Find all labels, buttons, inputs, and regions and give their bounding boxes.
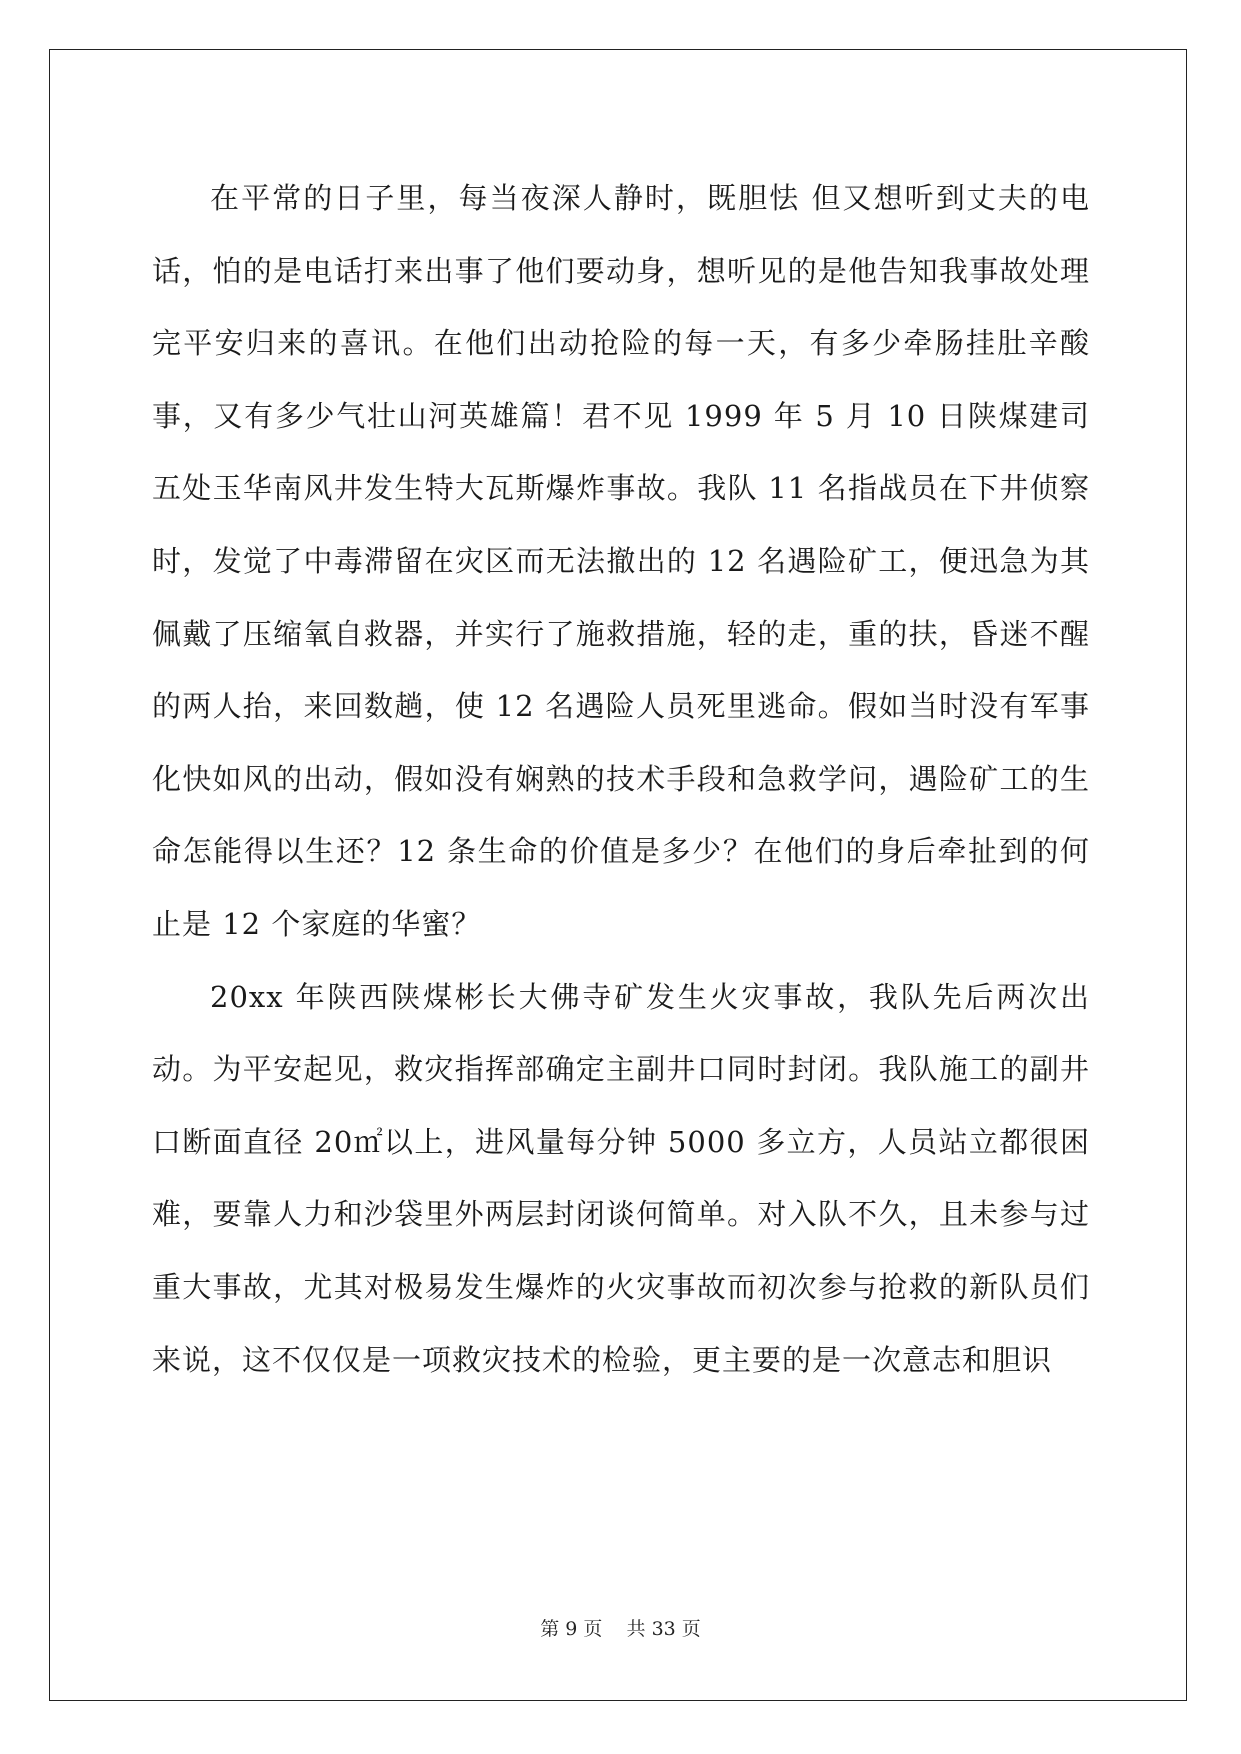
page-total: 共 33 页 [626,1618,701,1640]
page-number: 第 9 页 [540,1618,603,1640]
document-body [152,162,1090,1396]
page-footer [0,1614,1241,1641]
paragraph-2: 20xx 年陕西陕煤彬长大佛寺矿发生火灾事故，我队先后两次出动。为平安起见，救灾指挥部确定主副井口同时封闭。我队施工的副井口断面直径 20㎡以上，进风量每分钟 5000 多立方，人员站立都很困难，要靠人力和沙袋里外两层封闭谈何简单。对入队不久，且未参与过重大事故，尤其对极易发生爆炸的火灾事故而初次参与抢救的新队员们来说，这不仅仅是一项救灾技术的检验，更主要的是一次意志和胆识 [152,979,1090,1377]
paragraph-1: 在平常的日子里，每当夜深人静时，既胆怯 但又想听到丈夫的电话，怕的是电话打来出事了他们要动身，想听见的是他告知我事故处理完平安归来的喜讯。在他们出动抢险的每一天，有多少牵肠挂肚辛酸事，又有多少气壮山河英雄篇！君不见 1999 年 5 月 10 日陕煤建司五处玉华南风井发生特大瓦斯爆炸事故。我队 11 名指战员在下井侦察时，发觉了中毒滞留在灾区而无法撤出的 12 名遇险矿工，便迅急为其佩戴了压缩氧自救器，并实行了施救措施，轻的走，重的扶，昏迷不醒的两人抬，来回数趟，使 12 名遇险人员死里逃命。假如当时没有军事化快如风的出动，假如没有娴熟的技术手段和急救学问，遇险矿工的生命怎能得以生还？12 条生命的价值是多少？在他们的身后牵扯到的何止是 12 个家庭的华蜜？ [152,181,1090,941]
